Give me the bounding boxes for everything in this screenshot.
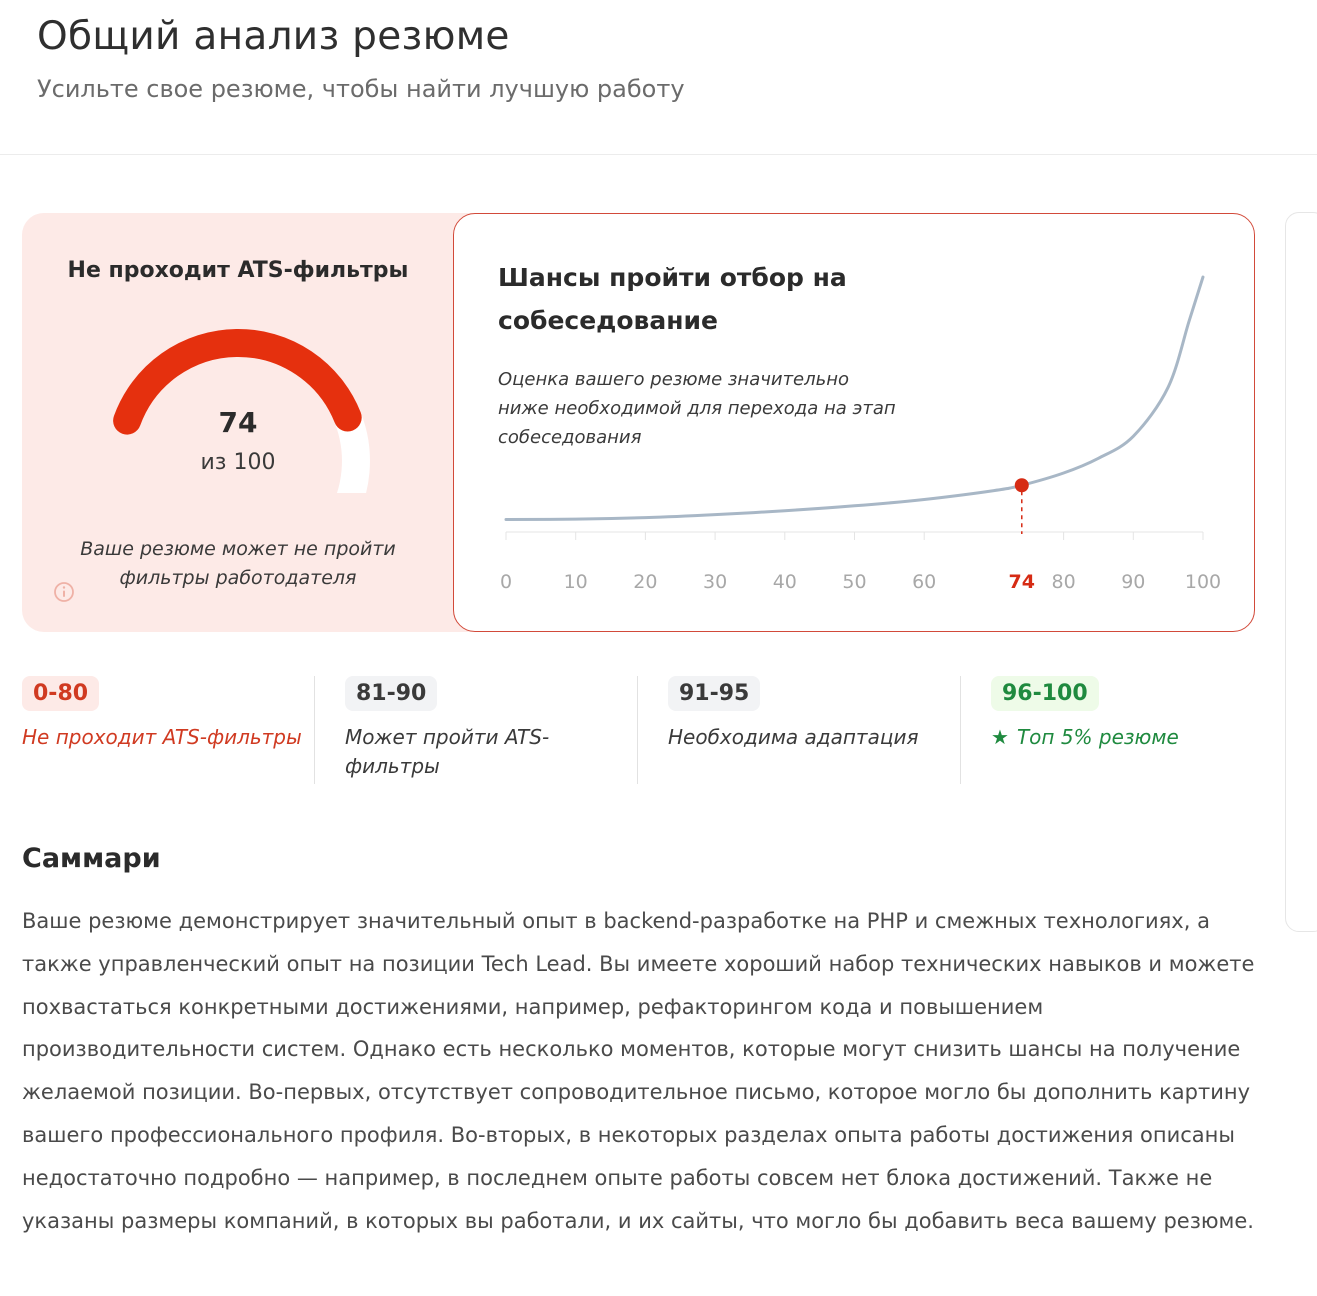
range-label: Не проходит ATS-фильтры <box>22 725 302 749</box>
range-label <box>991 723 1281 752</box>
range-label: Необходима адаптация <box>668 725 919 749</box>
page-title: Общий анализ резюме <box>37 14 510 59</box>
x-tick-label: 10 <box>563 571 588 593</box>
ats-note: Ваше резюме может не пройти фильтры работодателя <box>80 538 396 589</box>
range-label-text: Топ 5% резюме <box>1016 725 1179 749</box>
range-badge: 0-80 <box>22 676 99 711</box>
x-tick-label: 50 <box>842 571 867 593</box>
ats-score-max: из 100 <box>200 450 276 475</box>
x-tick-label: 30 <box>703 571 728 593</box>
range-divider <box>314 676 315 784</box>
summary-text: Ваше резюме демонстрирует значительный опыт в backend-разработке на PHP и смежных технологиях, а также управленческий опыт на позиции Tech Lead. Вы имеете хороший набор технических навыков и можете похвастаться конкретными достижениями, например, рефакторингом кода и повышением производительности систем. Однако есть несколько моментов, которые могут снизить шансы на получение желаемой позиции. Во-первых, отсутствует сопроводительное письмо, которое могло бы дополнить картину вашего профессионального профиля. Во-вторых, в некоторых разделах опыта работы достижения описаны недостаточно подробно — например, в последнем опыте работы совсем нет блока достижений. Также не указаны размеры компаний, в которых вы работали, и их сайты, что могло бы добавить веса вашему резюме. <box>22 909 1255 1233</box>
x-tick-label: 40 <box>772 571 797 593</box>
ats-score-card <box>22 213 492 632</box>
summary-title: Саммари <box>22 843 161 874</box>
ats-status-title: Не проходит ATS-фильтры <box>67 258 409 283</box>
highlight-tick-label: 74 <box>1008 571 1036 593</box>
x-tick-label: 20 <box>633 571 658 593</box>
header-divider <box>0 154 1317 155</box>
range-91-95 <box>668 676 948 786</box>
range-0-80 <box>22 676 302 786</box>
x-tick-label: 90 <box>1121 571 1146 593</box>
star-icon: ★ <box>991 725 1009 749</box>
range-badge: 96-100 <box>991 676 1099 711</box>
x-tick-label: 60 <box>912 571 937 593</box>
range-badge: 91-95 <box>668 676 760 711</box>
x-tick-label: 100 <box>1184 571 1222 593</box>
range-96-100 <box>991 676 1281 786</box>
range-label: Может пройти ATS-фильтры <box>345 725 550 778</box>
range-81-90 <box>345 676 615 786</box>
info-icon[interactable] <box>53 581 75 603</box>
highlight-point <box>1015 478 1029 492</box>
x-tick-label: 80 <box>1051 571 1076 593</box>
range-badge: 81-90 <box>345 676 437 711</box>
side-panel <box>1285 212 1317 932</box>
range-divider <box>960 676 961 784</box>
page-subtitle: Усильте свое резюме, чтобы найти лучшую работу <box>37 75 685 103</box>
range-divider <box>637 676 638 784</box>
ats-score-value: 74 <box>218 406 258 439</box>
chance-title: Шансы пройти отбор на собеседование <box>498 263 847 335</box>
chance-note: Оценка вашего резюме значительно ниже необходимой для перехода на этап собеседования <box>498 369 896 448</box>
interview-chance-card <box>453 213 1255 632</box>
x-tick-label: 0 <box>499 571 513 593</box>
